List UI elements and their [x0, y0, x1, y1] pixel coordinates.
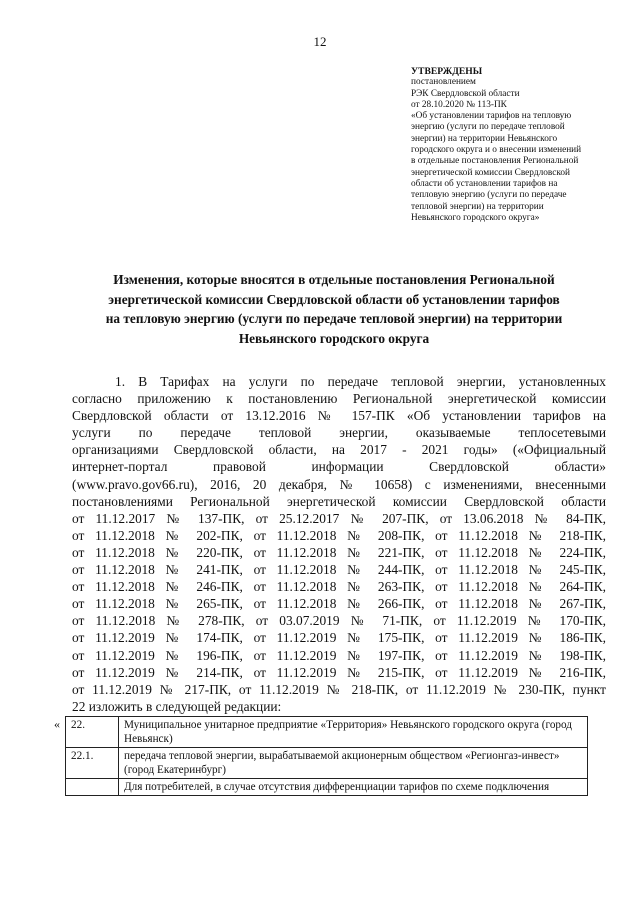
- body-line: от 11.12.2018 № 220-ПК, от 11.12.2018 № 221-ПК, от 11.12.2018 № 224-ПК,: [72, 544, 606, 560]
- body-line: от 11.12.2019 № 174-ПК, от 11.12.2019 № 175-ПК, от 11.12.2019 № 186-ПК,: [72, 630, 606, 646]
- heading-line: на тепловую энергию (услуги по передаче тепловой энергии) на территории: [105, 311, 563, 326]
- table-row: [66, 748, 588, 779]
- approval-line: постановлением: [411, 77, 476, 88]
- approval-line: энергии) на территории Невьянского: [411, 133, 558, 144]
- approval-line: энергию (услуги по передаче тепловой: [411, 122, 565, 133]
- approval-title: УТВЕРЖДЕНЫ: [411, 66, 483, 77]
- approval-line: области об установлении тарифов на: [411, 178, 558, 189]
- row-text: Муниципальное унитарное предприятие «Территория» Невьянского городского округа (город Невьянск): [119, 717, 588, 748]
- table-row: [66, 779, 588, 796]
- body-line: от 11.12.2019 № 214-ПК, от 11.12.2019 № 215-ПК, от 11.12.2019 № 216-ПК,: [72, 664, 606, 680]
- body-line: постановлениями Региональной энергетической комиссии Свердловской области: [72, 493, 606, 509]
- body-line: от 11.12.2018 № 278-ПК, от 03.07.2019 № 71-ПК, от 11.12.2019 № 170-ПК,: [72, 613, 606, 629]
- tariff-table: [65, 716, 588, 796]
- body-line: 22 изложить в следующей редакции:: [72, 698, 282, 714]
- row-number: [66, 779, 119, 796]
- body-line: организациями Свердловской области, на 2017 - 2021 годы» («Официальный: [72, 442, 606, 458]
- approval-line: городского округа и о внесении изменений: [411, 145, 582, 156]
- body-line: от 11.12.2017 № 137-ПК, от 25.12.2017 № 207-ПК, от 13.06.2018 № 84-ПК,: [72, 510, 606, 526]
- body-line: интернет-портал правовой информации Свердловской области»: [72, 459, 606, 475]
- body-line: Свердловской области от 13.12.2016 № 157-ПК «Об установлении тарифов на: [72, 408, 606, 424]
- opening-quote: «: [54, 717, 60, 731]
- approval-line: в отдельные постановления Региональной: [411, 156, 579, 167]
- approval-line: РЭК Свердловской области: [411, 88, 520, 99]
- body-line: от 11.12.2018 № 241-ПК, от 11.12.2018 № 244-ПК, от 11.12.2018 № 245-ПК,: [72, 562, 606, 578]
- page-number: 12: [313, 34, 327, 49]
- table-row: [66, 717, 588, 748]
- body-line: услуги по передаче тепловой энергии, оказываемые теплосетевыми: [72, 425, 606, 441]
- body-line: 1. В Тарифах на услуги по передаче тепловой энергии, установленных: [115, 374, 606, 389]
- row-text: передача тепловой энергии, вырабатываемой акционерным обществом «Регионгаз-инвест» (город Екатеринбург): [119, 748, 588, 779]
- approval-line: тепловой энергии) на территории: [411, 201, 544, 212]
- row-number: 22.: [66, 717, 119, 748]
- approval-line: энергетической комиссии Свердловской: [411, 167, 570, 178]
- body-line: согласно приложению к постановлению Региональной энергетической комиссии: [72, 391, 606, 407]
- approval-line: «Об установлении тарифов на тепловую: [411, 111, 572, 122]
- body-line: от 11.12.2019 № 217-ПК, от 11.12.2019 № 218-ПК, от 11.12.2019 № 230-ПК, пункт: [72, 681, 606, 697]
- body-line: (www.pravo.gov66.ru), 2016, 20 декабря, № 10658) с изменениями, внесенными: [72, 476, 606, 492]
- approval-line: тепловую энергию (услуги по передаче: [411, 190, 567, 201]
- body-line: от 11.12.2018 № 246-ПК, от 11.12.2018 № 263-ПК, от 11.12.2018 № 264-ПК,: [72, 579, 606, 595]
- heading-line: энергетической комиссии Свердловской области об установлении тарифов: [108, 291, 560, 307]
- row-number: 22.1.: [66, 748, 119, 779]
- approval-line: от 28.10.2020 № 113-ПК: [411, 99, 507, 110]
- heading-line: Изменения, которые вносятся в отдельные постановления Региональной: [113, 272, 555, 287]
- body-line: от 11.12.2018 № 202-ПК, от 11.12.2018 № 208-ПК, от 11.12.2018 № 218-ПК,: [72, 527, 606, 543]
- heading-line: Невьянского городского округа: [238, 330, 430, 346]
- document-heading: [60, 270, 608, 348]
- body-line: от 11.12.2018 № 265-ПК, от 11.12.2018 № 266-ПК, от 11.12.2018 № 267-ПК,: [72, 596, 606, 612]
- row-text: Для потребителей, в случае отсутствия дифференциации тарифов по схеме подключения: [119, 779, 588, 796]
- approval-line: Невьянского городского округа»: [411, 212, 540, 223]
- approval-block: [411, 66, 616, 224]
- body-paragraph: [72, 373, 606, 715]
- body-line: от 11.12.2019 № 196-ПК, от 11.12.2019 № 197-ПК, от 11.12.2019 № 198-ПК,: [72, 647, 606, 663]
